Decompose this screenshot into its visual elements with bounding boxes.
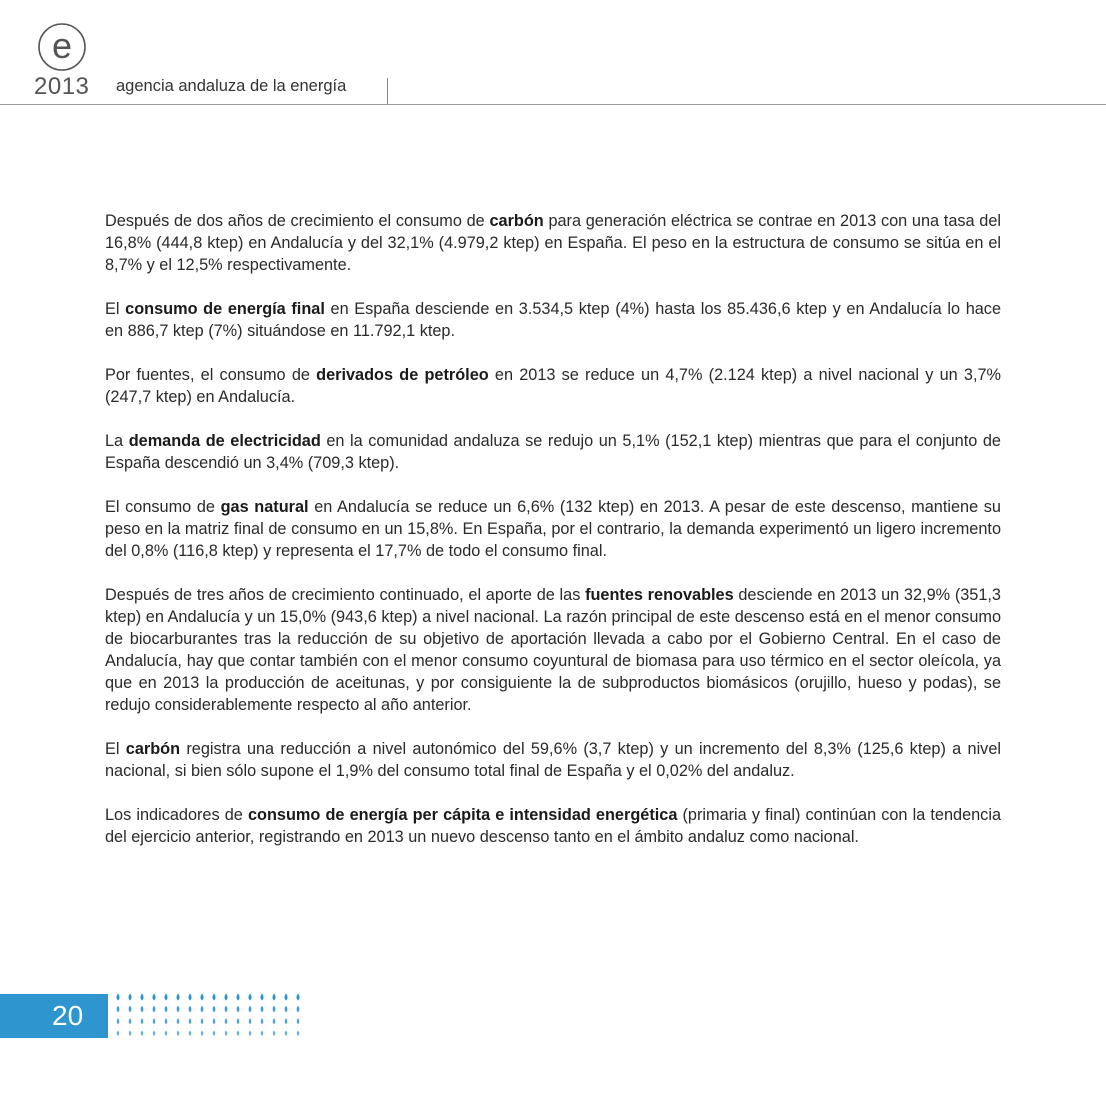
drop-dot: [189, 1018, 192, 1024]
drop-dot: [153, 1030, 155, 1036]
logo-letter: e: [51, 25, 73, 66]
body-text: [105, 210, 1001, 870]
drop-dot: [260, 993, 263, 1000]
drop-dot: [249, 1018, 252, 1024]
text-run: El consumo de: [105, 498, 221, 516]
drop-dot: [117, 1018, 120, 1024]
bold-term: carbón: [125, 740, 181, 758]
drop-dot: [225, 1006, 228, 1013]
drop-dot: [261, 1018, 264, 1024]
drop-dot: [284, 993, 287, 1000]
header-rule: [0, 104, 1106, 105]
paragraph: [105, 584, 1001, 716]
drop-dot: [237, 1006, 240, 1013]
drop-dot: [273, 1030, 275, 1036]
drop-dot: [153, 1006, 156, 1013]
drop-dot: [249, 1030, 251, 1036]
text-run: desciende en 2013 un 32,9% (351,3 ktep) en Andalucía y un 15,0% (943,6 ktep) a nivel nacional. La razón principal de este descenso está en el menor consumo de biocarburantes tras la reducción de su objetivo de aportación llevada a cabo por el Gobierno Central. En el caso de Andalucía, hay que contar también con el menor consumo coyuntural de biomasa para uso térmico en el sector oleícola, ya que en 2013 la producción de aceitunas, y por consiguiente la de subproductos biomásicos (orujillo, hueso y podas), se redujo considerablemente respecto al año anterior.: [105, 586, 1001, 714]
drop-dot: [261, 1006, 264, 1013]
drop-dot: [152, 993, 155, 1000]
drop-dot: [296, 993, 299, 1000]
drop-dot: [189, 1030, 191, 1036]
text-run: en la comunidad andaluza se redujo un 5,1% (152,1 ktep) mientras que para el conjunto de España descendió un 3,4% (709,3 ktep).: [105, 432, 1001, 472]
drop-dot: [128, 993, 131, 1000]
drop-dot: [165, 1030, 167, 1036]
drop-dot: [129, 1030, 131, 1036]
paragraph: [105, 804, 1001, 848]
drop-dot: [129, 1018, 132, 1024]
drop-dot: [272, 993, 275, 1000]
bold-term: gas natural: [220, 498, 309, 516]
drop-dot: [140, 993, 143, 1000]
text-run: Después de tres años de crecimiento continuado, el aporte de las: [105, 586, 586, 604]
drop-dot: [177, 1018, 180, 1024]
drop-dot: [117, 1030, 119, 1036]
text-run: La: [105, 432, 129, 450]
paragraph: [105, 430, 1001, 474]
drop-dot: [225, 1018, 228, 1024]
bold-term: carbón: [489, 212, 544, 230]
header-divider: [387, 78, 388, 104]
text-run: Los indicadores de: [105, 806, 248, 824]
drop-dot: [297, 1030, 299, 1036]
bold-term: consumo de energía per cápita e intensidad energética: [247, 806, 678, 824]
drop-dot: [237, 1018, 240, 1024]
text-run: registra una reducción a nivel autonómico del 59,6% (3,7 ktep) y un incremento del 8,3% (125,6 ktep) a nivel nacional, si bien sólo supone el 1,9% del consumo total final de España y el 0,02% del andaluz.: [105, 740, 1001, 780]
drop-dot: [224, 993, 227, 1000]
text-run: para generación eléctrica se contrae en 2013 con una tasa del 16,8% (444,8 ktep) en Andalucía y del 32,1% (4.979,2 ktep) en España. El peso en la estructura de consumo se sitúa en el 8,7% y el 12,5% respectivamente.: [105, 212, 1001, 274]
drop-dot: [225, 1030, 227, 1036]
drop-dot: [248, 993, 251, 1000]
drop-dot: [200, 993, 203, 1000]
drop-dot: [201, 1018, 204, 1024]
text-run: (primaria y final) continúan con la tendencia del ejercicio anterior, registrando en 2013 un nuevo descenso tanto en el ámbito andaluz como nacional.: [105, 806, 1001, 846]
drop-dot: [213, 1030, 215, 1036]
text-run: El: [105, 300, 126, 318]
paragraph: [105, 210, 1001, 276]
drop-dot: [285, 1018, 288, 1024]
drop-dot: [141, 1030, 143, 1036]
drop-dot: [285, 1030, 287, 1036]
drop-dot: [164, 993, 167, 1000]
drop-dot: [261, 1030, 263, 1036]
header-year: 2013: [34, 73, 90, 100]
drop-dot: [177, 1030, 179, 1036]
drop-dot: [201, 1030, 203, 1036]
drop-dot: [273, 1018, 276, 1024]
e-logo-icon: [37, 22, 87, 72]
paragraph: [105, 738, 1001, 782]
paragraph: [105, 298, 1001, 342]
drop-dot: [129, 1006, 132, 1013]
paragraph: [105, 496, 1001, 562]
header-organization: agencia andaluza de la energía: [116, 77, 347, 95]
drop-dot: [285, 1006, 288, 1013]
drop-dot: [165, 1018, 168, 1024]
page-number: 20: [52, 1000, 84, 1031]
bold-term: fuentes renovables: [585, 586, 734, 604]
drop-dot: [212, 993, 215, 1000]
drop-dot: [273, 1006, 276, 1013]
paragraph: [105, 364, 1001, 408]
dot-pattern-decoration: [112, 990, 312, 1042]
drop-dot: [297, 1018, 300, 1024]
drop-dot: [117, 1006, 120, 1013]
drop-dot: [141, 1018, 144, 1024]
drop-dot: [188, 993, 191, 1000]
drop-dot: [213, 1006, 216, 1013]
text-run: El: [105, 740, 126, 758]
text-run: en 2013 se reduce un 4,7% (2.124 ktep) a nivel nacional y un 3,7% (247,7 ktep) en Andalucía.: [105, 366, 1001, 406]
bold-term: derivados de petróleo: [316, 366, 489, 384]
drop-dot: [165, 1006, 168, 1013]
drop-dot: [176, 993, 179, 1000]
text-run: en España desciende en 3.534,5 ktep (4%) hasta los 85.436,6 ktep y en Andalucía lo hace en 886,7 ktep (7%) situándose en 11.792,1 ktep.: [105, 300, 1001, 340]
drop-dot: [116, 993, 119, 1000]
drop-dot: [201, 1006, 204, 1013]
drop-dot: [297, 1006, 300, 1013]
drop-dot: [141, 1006, 144, 1013]
drop-dot: [153, 1018, 156, 1024]
text-run: Después de dos años de crecimiento el consumo de: [105, 212, 490, 230]
drop-dot: [236, 993, 239, 1000]
text-run: Por fuentes, el consumo de: [105, 366, 317, 384]
drop-dot: [237, 1030, 239, 1036]
drop-dot: [213, 1018, 216, 1024]
drop-dot: [189, 1006, 192, 1013]
drop-dot: [177, 1006, 180, 1013]
text-run: en Andalucía se reduce un 6,6% (132 ktep) en 2013. A pesar de este descenso, mantiene su peso en la matriz final de consumo en un 15,8%. En España, por el contrario, la demanda experimentó un ligero incremento del 0,8% (116,8 ktep) y representa el 17,7% de todo el consumo final.: [105, 498, 1001, 560]
bold-term: demanda de electricidad: [128, 432, 321, 450]
drop-dot: [249, 1006, 252, 1013]
bold-term: consumo de energía final: [125, 300, 325, 318]
